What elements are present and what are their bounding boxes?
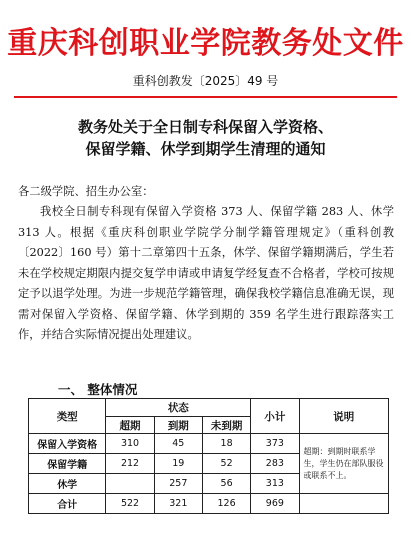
cell-subtotal: 283 — [251, 454, 299, 474]
notice-title-line-1: 教务处关于全日制专科保留入学资格、 — [77, 118, 333, 136]
cell-not-due: 56 — [202, 474, 250, 494]
header-note: 说明 — [299, 399, 388, 434]
cell-overdue — [106, 474, 154, 494]
summary-table — [28, 398, 389, 514]
section-title: 一、 整体情况 — [58, 382, 138, 397]
table-row — [29, 494, 389, 514]
cell-not-due: 52 — [202, 454, 250, 474]
cell-subtotal: 969 — [251, 494, 299, 514]
cell-due: 45 — [154, 434, 202, 454]
cell-subtotal: 373 — [251, 434, 299, 454]
cell-overdue: 212 — [106, 454, 154, 474]
document-title: 重庆科创职业学院教务处文件 — [7, 26, 404, 61]
cell-due: 19 — [154, 454, 202, 474]
row-type: 保留入学资格 — [29, 434, 106, 454]
cell-overdue: 522 — [106, 494, 154, 514]
header-type: 类型 — [29, 399, 106, 434]
document-number: 重科创教发〔2025〕49 号 — [132, 74, 279, 88]
header-overdue: 超期 — [106, 417, 154, 434]
note-text: 超期：到期时联系学生，学生仍在部队服役或联系不上。 — [299, 434, 388, 494]
header-status: 状态 — [106, 399, 251, 417]
table-row — [29, 434, 389, 454]
note-empty — [299, 494, 388, 514]
cell-overdue: 310 — [106, 434, 154, 454]
cell-subtotal: 313 — [251, 474, 299, 494]
row-type: 合计 — [29, 494, 106, 514]
cell-due: 321 — [154, 494, 202, 514]
notice-title-line-2: 保留学籍、休学到期学生清理的通知 — [85, 140, 326, 158]
greeting: 各二级学院、招生办公室： — [18, 185, 154, 198]
header-due: 到期 — [154, 417, 202, 434]
notice-body: 我校全日制专科现有保留入学资格 373 人、保留学籍 283 人、休学 313 人。根据《重庆科创职业学院学分制学籍管理规定》（重科创教〔2022〕160 号）第十二章第四十五条，休学、保留学籍期满后，学生若未在学校规定期限内提交复学申请或申请复学经复查不合格者，学校可按规定予以退学处理。为进一步规范学籍管理，确保我校学籍信息准确无误，现需对保留入学资格、保留学籍、休学到期的 359 名学生进行跟踪落实工作，并结合实际情况提出处理建议。 — [18, 205, 394, 341]
header-subtotal: 小计 — [251, 399, 299, 434]
cell-not-due: 18 — [202, 434, 250, 454]
row-type: 保留学籍 — [29, 454, 106, 474]
row-type: 休学 — [29, 474, 106, 494]
header-divider — [14, 96, 397, 98]
cell-not-due: 126 — [202, 494, 250, 514]
cell-due: 257 — [154, 474, 202, 494]
header-not-due: 未到期 — [202, 417, 250, 434]
